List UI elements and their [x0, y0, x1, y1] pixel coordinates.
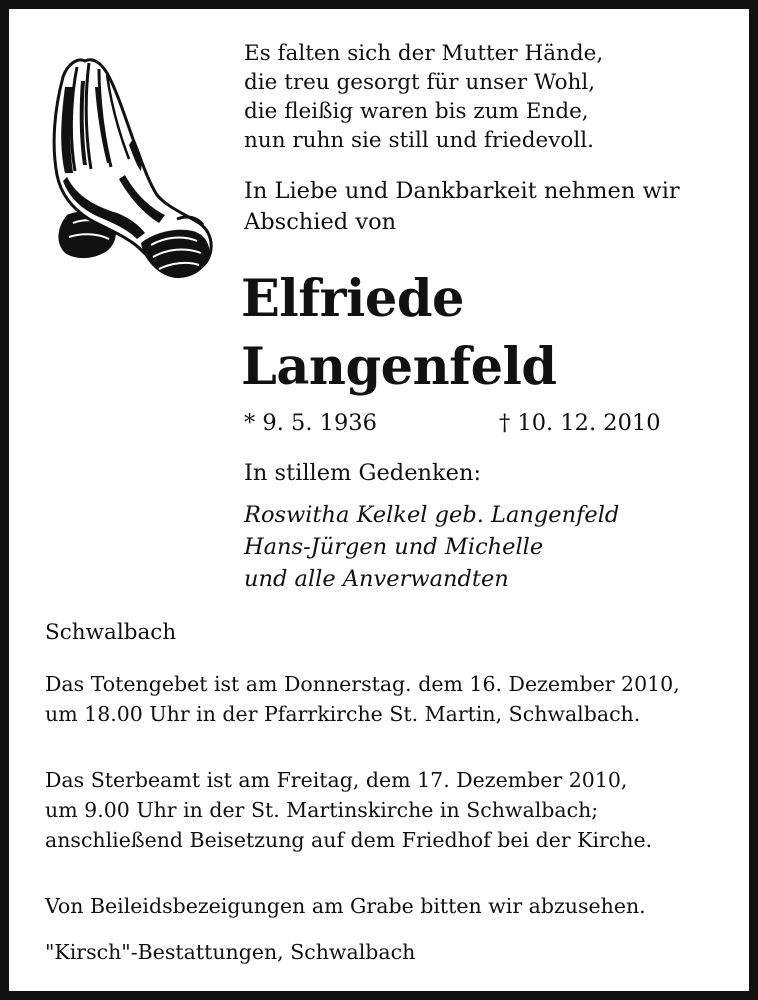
- info-line: um 9.00 Uhr in der St. Martinskirche in Schwalbach;: [45, 798, 599, 822]
- intro-line: Abschied von: [244, 209, 397, 235]
- info-line: um 18.00 Uhr in der Pfarrkirche St. Martin, Schwalbach.: [45, 702, 641, 726]
- prayer-info: [45, 669, 680, 729]
- intro-line: In Liebe und Dankbarkeit nehmen wir: [244, 178, 680, 204]
- poem: [244, 39, 603, 155]
- poem-line: die fleißig waren bis zum Ende,: [244, 99, 589, 124]
- mourner: Roswitha Kelkel geb. Langenfeld: [244, 502, 620, 528]
- funeral-home: [45, 937, 415, 967]
- mourner: Hans-Jürgen und Michelle: [244, 534, 544, 560]
- condolence-note: [45, 891, 646, 921]
- deceased-name: [241, 265, 557, 401]
- poem-line: die treu gesorgt für unser Wohl,: [244, 70, 596, 95]
- praying-hands-icon: [37, 47, 215, 283]
- farewell-intro: [244, 176, 680, 238]
- info-line: Das Sterbeamt ist am Freitag, dem 17. Dezember 2010,: [45, 768, 628, 792]
- mourners-list: [244, 499, 619, 595]
- death-date: † 10. 12. 2010: [499, 410, 661, 436]
- info-line: anschließend Beisetzung auf dem Friedhof bei der Kirche.: [45, 828, 653, 852]
- mourners-heading: In stillem Gedenken:: [244, 460, 482, 486]
- first-name: Elfriede: [241, 269, 464, 329]
- birth-date: * 9. 5. 1936: [244, 410, 377, 436]
- info-line: Von Beileidsbezeigungen am Grabe bitten wir abzusehen.: [45, 894, 646, 918]
- info-line: Das Totengebet ist am Donnerstag. dem 16. Dezember 2010,: [45, 672, 680, 696]
- requiem-info: [45, 765, 652, 855]
- last-name: Langenfeld: [241, 337, 557, 397]
- place: Schwalbach: [45, 620, 177, 645]
- mourner: und alle Anverwandten: [244, 566, 509, 592]
- info-line: "Kirsch"-Bestattungen, Schwalbach: [45, 940, 416, 964]
- poem-line: Es falten sich der Mutter Hände,: [244, 41, 604, 66]
- poem-line: nun ruhn sie still und friedevoll.: [244, 128, 594, 153]
